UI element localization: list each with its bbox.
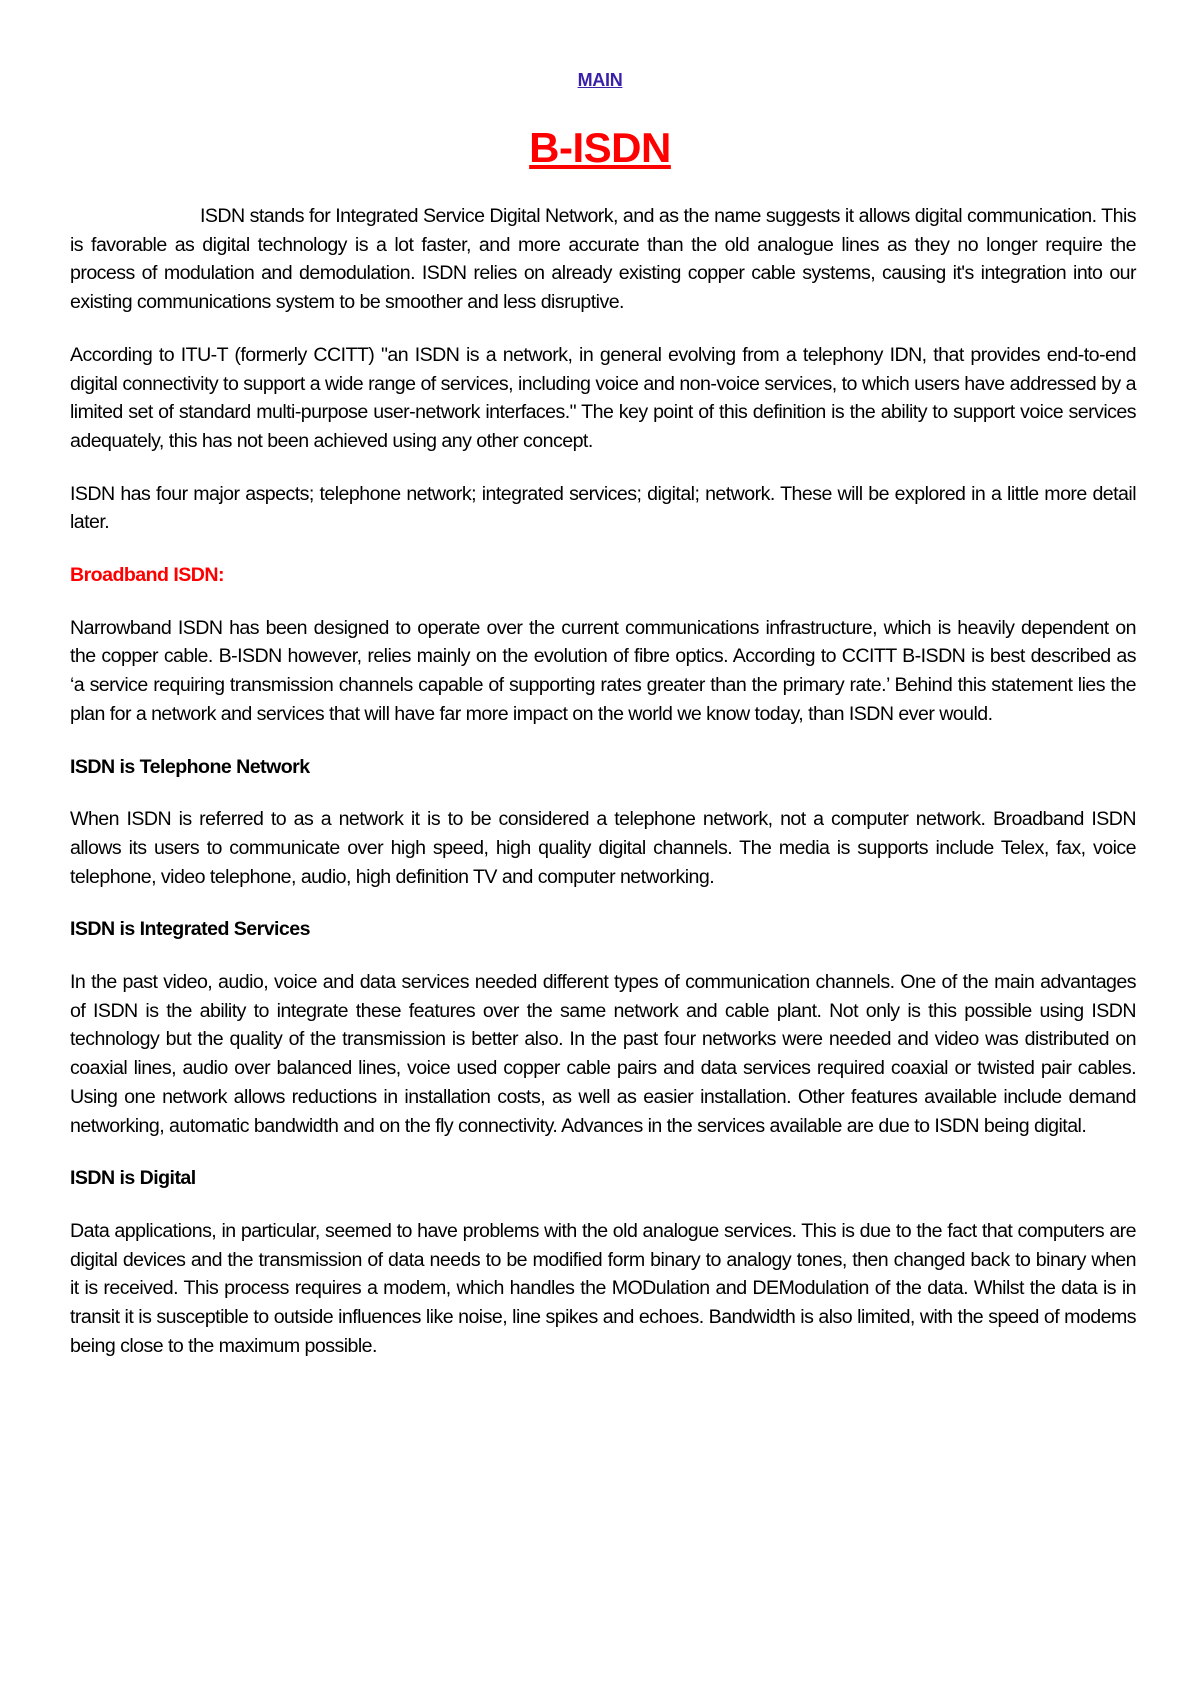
main-link[interactable]: MAIN <box>577 70 623 90</box>
intro-paragraph-2: According to ITU-T (formerly CCITT) "an ISDN is a network, in general evolving from a telephony IDN, that provides end-to-end digital connectivity to support a wide range of services, including voice and non-voice services, to which users have addressed by a limited set of standard multi-purpose user-network interfaces." The key point of this definition is the ability to support voice services adequately, this has not been achieved using any other concept. <box>70 343 1136 452</box>
document-body <box>70 202 1136 1385</box>
broadband-isdn-paragraph: Narrowband ISDN has been designed to operate over the current communications infrastructure, which is heavily dependent on the copper cable. B-ISDN however, relies mainly on the evolution of fibre optics. According to CCITT B-ISDN is best described as ‘a service requiring transmission channels capable of supporting rates greater than the primary rate.’ Behind this statement lies the plan for a network and services that will have far more impact on the world we know today, than ISDN ever would. <box>70 616 1136 725</box>
digital-paragraph: Data applications, in particular, seemed to have problems with the old analogue services. This is due to the fact that computers are digital devices and the transmission of data needs to be modified form binary to analogy tones, then changed back to binary when it is received. This process requires a modem, which handles the MODulation and DEModulation of the data. Whilst the data is in transit it is susceptible to outside influences like noise, line spikes and echoes. Bandwidth is also limited, with the speed of modems being close to the maximum possible. <box>70 1219 1136 1357</box>
integrated-services-heading: ISDN is Integrated Services <box>70 918 310 941</box>
intro-paragraph-1: ISDN stands for Integrated Service Digital Network, and as the name suggests it allows digital communication. This is favorable as digital technology is a lot faster, and more accurate than the old analogue lines as they no longer require the process of modulation and demodulation. ISDN relies on already existing copper cable systems, causing it's integration into our existing communications system to be smoother and less disruptive. <box>70 205 1136 314</box>
digital-heading: ISDN is Digital <box>70 1167 196 1190</box>
telephone-network-paragraph: When ISDN is referred to as a network it is to be considered a telephone network, not a computer network. Broadband ISDN allows its users to communicate over high speed, high quality digital channels. The media is supports include Telex, fax, voice telephone, video telephone, audio, high definition TV and computer networking. <box>70 808 1136 888</box>
broadband-isdn-heading: Broadband ISDN: <box>70 564 224 587</box>
integrated-services-paragraph: In the past video, audio, voice and data services needed different types of communication channels. One of the main advantages of ISDN is the ability to integrate these features over the same network and cable plant. Not only is this possible using ISDN technology but the quality of the transmission is better also. In the past four networks were needed and video was distributed on coaxial lines, audio over balanced lines, voice used copper cable pairs and data services required coaxial or twisted pair cables. Using one network allows reductions in installation costs, as well as easier installation. Other features available include demand networking, automatic bandwidth and on the fly connectivity. Advances in the services available are due to ISDN being digital. <box>70 971 1136 1137</box>
page-title: B-ISDN <box>529 124 671 171</box>
intro-paragraph-3: ISDN has four major aspects; telephone network; integrated services; digital; network. These will be explored in a little more detail later. <box>70 482 1136 534</box>
telephone-network-heading: ISDN is Telephone Network <box>70 755 310 778</box>
